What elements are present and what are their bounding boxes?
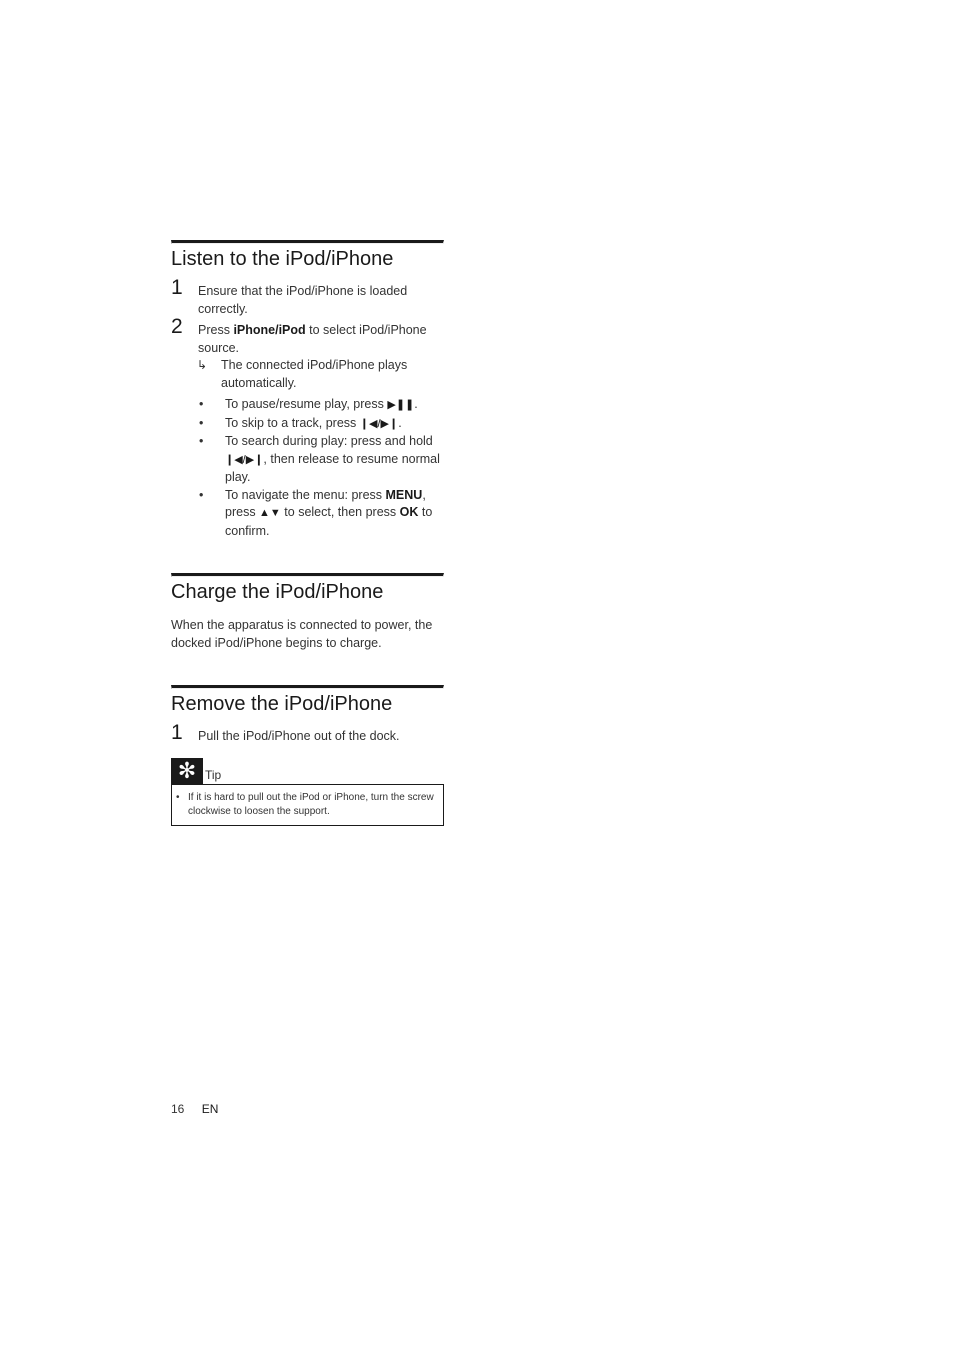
step-number: 1 <box>171 276 183 299</box>
skip-icon: ❙◀/▶❙ <box>359 417 399 430</box>
remove-section <box>171 685 444 826</box>
bullet-text: . <box>398 415 402 430</box>
step-result <box>171 357 444 392</box>
bullet-text: To navigate the menu: press <box>225 487 386 502</box>
section-rule <box>171 685 444 689</box>
bullet-icon: • <box>199 487 204 502</box>
step-text-pre: Press <box>198 323 234 337</box>
bullet-list <box>171 396 444 540</box>
tip-box <box>171 758 444 826</box>
step-2 <box>171 315 444 357</box>
page-number: 16 <box>171 1102 185 1116</box>
up-down-icon: ▲▼ <box>259 507 281 519</box>
bullet-text: To pause/resume play, press <box>225 397 388 411</box>
section-title-charge: Charge the iPod/iPhone <box>171 581 384 603</box>
tip-text: If it is hard to pull out the iPod or iPhone, turn the screw clockwise to loosen the support. <box>188 791 434 817</box>
section-rule <box>171 240 444 244</box>
list-item <box>171 433 444 487</box>
listen-section <box>171 240 444 540</box>
result-arrow-icon: ↳ <box>197 358 208 372</box>
step-number: 1 <box>171 721 183 744</box>
bullet-text: To skip to a track, press <box>225 415 360 430</box>
list-item <box>171 415 444 434</box>
section-rule <box>171 573 444 577</box>
tip-label: Tip <box>205 767 222 782</box>
step-text: Ensure that the iPod/iPhone is loaded correctly. <box>198 284 408 316</box>
tip-header <box>171 758 444 784</box>
bullet-icon: • <box>199 397 204 411</box>
section-title-remove: Remove the iPod/iPhone <box>171 693 393 715</box>
list-item <box>171 396 444 415</box>
button-name-iphone-ipod: iPhone/iPod <box>233 323 306 337</box>
button-name-menu: MENU <box>385 487 423 502</box>
result-text: The connected iPod/iPhone plays automatically. <box>221 358 408 390</box>
step-text-post: to select iPod/iPhone source. <box>198 323 427 355</box>
language-code: EN <box>201 1102 219 1116</box>
bullet-text: to select, then press <box>280 505 400 519</box>
asterisk-icon: ✻ <box>171 758 203 784</box>
play-pause-icon: ▶❚❚ <box>387 399 415 411</box>
step-1 <box>171 721 444 746</box>
bullet-text: To search during play: press and hold <box>225 434 433 448</box>
page-footer <box>171 1102 218 1116</box>
bullet-text: , then release to resume normal play. <box>225 451 440 484</box>
button-name-ok: OK <box>399 505 419 519</box>
bullet-icon: • <box>199 415 204 430</box>
bullet-text: , press <box>225 487 426 519</box>
bullet-icon: • <box>176 791 180 803</box>
charge-section <box>171 573 444 652</box>
bullet-text: to confirm. <box>225 505 433 538</box>
section-title-listen: Listen to the iPod/iPhone <box>171 248 394 270</box>
step-1 <box>171 276 444 318</box>
tip-body <box>171 784 444 826</box>
list-item <box>171 487 444 541</box>
step-number: 2 <box>171 315 183 338</box>
step-text: Pull the iPod/iPhone out of the dock. <box>198 729 400 743</box>
bullet-icon: • <box>199 434 204 448</box>
bullet-text: . <box>414 397 418 411</box>
skip-icon: ❙◀/▶❙ <box>225 453 264 466</box>
charge-paragraph: When the apparatus is connected to power, the docked iPod/iPhone begins to charge. <box>171 618 433 650</box>
